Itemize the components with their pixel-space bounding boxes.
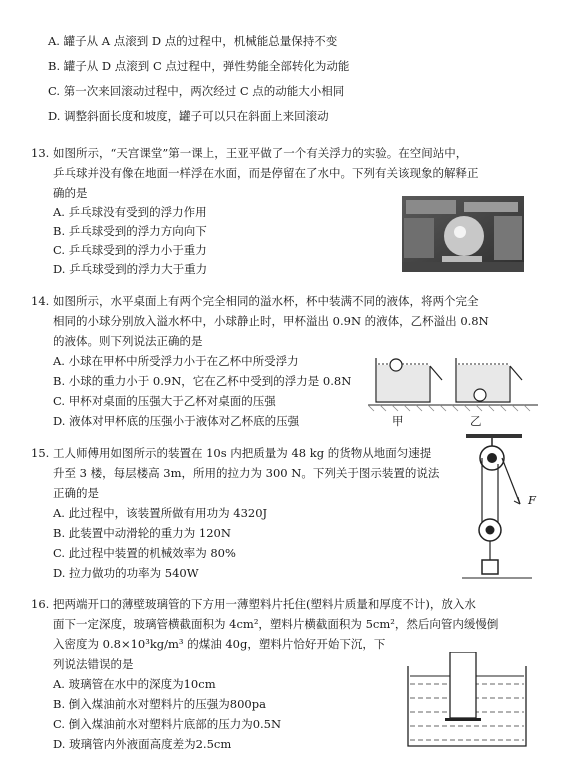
- q15-option-b: B. 此装置中动滑轮的重力为 120N: [53, 526, 231, 540]
- q14-option-c: C. 甲杯对桌面的压强大于乙杯对桌面的压强: [53, 394, 276, 408]
- label-yi: 乙: [470, 414, 482, 428]
- cargo-box: [482, 560, 498, 574]
- q12-option-c: C. 第一次来回滚动过程中，两次经过 C 点的动能大小相同: [48, 84, 345, 98]
- q15-option-a: A. 此过程中，该装置所做有用功为 4320J: [53, 506, 268, 520]
- q16-stem-line1: 16. 把两端开口的薄壁玻璃管的下方用一薄塑料片托住(塑料片质量和厚度不计)，放入水: [31, 597, 476, 611]
- q15-stem-line1: 15. 工人师傅用如图所示的装置在 10s 内把质量为 48 kg 的货物从地面匀速提: [31, 446, 432, 460]
- glass-tube-diagram: [404, 652, 530, 750]
- space-station-photo: [402, 196, 524, 272]
- ball-in-yi: [474, 389, 486, 401]
- q15-stem-line2: 升至 3 楼，每层楼高 3m，所用的拉力为 300 N。下列关于图示装置的说法: [53, 466, 440, 480]
- q12-option-d: D. 调整斜面长度和坡度，罐子可以只在斜面上来回滚动: [48, 109, 329, 123]
- q14-stem-line2: 相同的小球分别放入溢水杯中，小球静止时，甲杯溢出 0.9N 的液体，乙杯溢出 0.8N: [53, 314, 489, 328]
- q16-stem-line4: 列说法错误的是: [53, 657, 134, 671]
- q13-stem-line3: 确的是: [53, 186, 88, 200]
- q16-stem-line3: 入密度为 0.8×10³kg/m³ 的煤油 40g，塑料片恰好开始下沉，下: [53, 637, 386, 651]
- ceiling: [466, 434, 522, 438]
- force-label-f: F: [528, 493, 536, 507]
- q15-option-d: D. 拉力做功的功率为 540W: [53, 566, 199, 580]
- label-jia: 甲: [392, 414, 404, 428]
- q13-option-a: A. 乒乓球没有受到的浮力作用: [53, 205, 207, 219]
- q14-stem-line1: 14. 如图所示，水平桌面上有两个完全相同的溢水杯，杯中装满不同的液体，将两个完全: [31, 294, 479, 308]
- pulley-diagram: [462, 434, 532, 584]
- q16-stem-line2: 面下一定深度，玻璃管横截面积为 4cm²，塑料片横截面积为 5cm²，然后向管内缓慢倒: [53, 617, 499, 631]
- q14-stem-line3: 的液体。则下列说法正确的是: [53, 334, 203, 348]
- q12-option-b: B. 罐子从 D 点滚到 C 点过程中，弹性势能全部转化为动能: [48, 59, 350, 73]
- plastic-sheet: [445, 718, 481, 721]
- q12-option-a: A. 罐子从 A 点滚到 D 点的过程中，机械能总量保持不变: [48, 34, 338, 48]
- q14-option-d: D. 液体对甲杯底的压强小于液体对乙杯底的压强: [53, 414, 300, 428]
- q16-option-b: B. 倒入煤油前水对塑料片的压强为800pa: [53, 697, 266, 711]
- ball-in-jia: [390, 359, 402, 371]
- q15-stem-line3: 正确的是: [53, 486, 99, 500]
- q16-option-d: D. 玻璃管内外液面高度差为2.5cm: [53, 737, 232, 751]
- q13-option-d: D. 乒乓球受到的浮力大于重力: [53, 262, 208, 276]
- q13-stem-line1: 13. 如图所示，“天宫课堂”第一课上，王亚平做了一个有关浮力的实验。在空间站中，: [31, 146, 468, 160]
- q13-stem-line2: 乒乓球并没有像在地面一样浮在水面，而是停留在了水中。下列有关该现象的解释正: [53, 166, 479, 180]
- q16-option-c: C. 倒入煤油前水对塑料片底部的压力为0.5N: [53, 717, 282, 731]
- q16-option-a: A. 玻璃管在水中的深度为10cm: [53, 677, 216, 691]
- q13-option-b: B. 乒乓球受到的浮力方向向下: [53, 224, 207, 238]
- q14-option-b: B. 小球的重力小于 0.9N，它在乙杯中受到的浮力是 0.8N: [53, 374, 352, 388]
- glass-tube: [450, 652, 476, 718]
- q14-option-a: A. 小球在甲杯中所受浮力小于在乙杯中所受浮力: [53, 354, 299, 368]
- q13-option-c: C. 乒乓球受到的浮力小于重力: [53, 243, 207, 257]
- q15-option-c: C. 此过程中装置的机械效率为 80%: [53, 546, 236, 560]
